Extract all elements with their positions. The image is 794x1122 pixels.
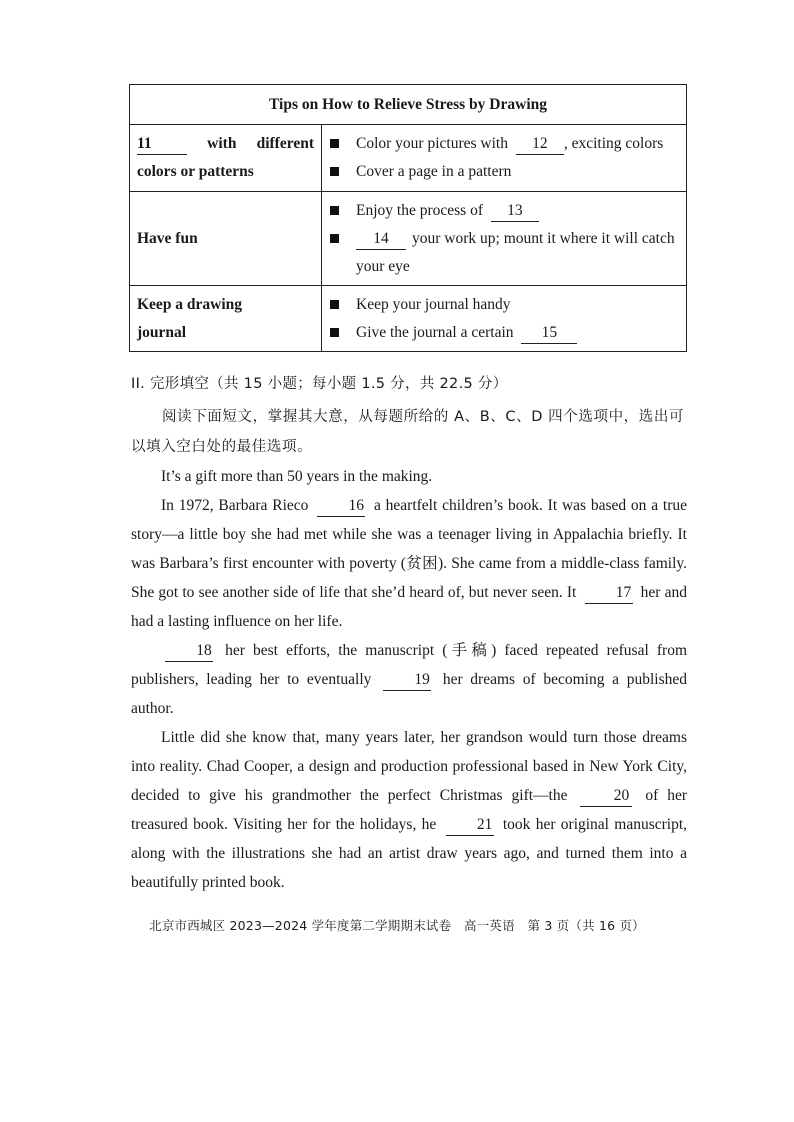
table-title: Tips on How to Relieve Stress by Drawing: [130, 85, 687, 125]
blank-15: 15: [521, 323, 577, 344]
square-bullet-icon: [330, 167, 339, 176]
row-tips: [322, 192, 687, 286]
passage-paragraph: It’s a gift more than 50 years in the making.: [161, 468, 433, 485]
bullet-item: Give the journal a certain 15: [330, 319, 678, 347]
passage-paragraph: Little did she know that, many years later, her grandson would turn those dreams into reality. Chad Cooper, a design and production professional based in New York City, decided to give his grandmother the perfect Christmas gift—the 20 of her treasured book. Visiting her for the holidays, he 21 took her original manuscript, along with the illustrations she had an artist draw years ago, and turned them into a beautifully printed book.: [131, 729, 688, 891]
square-bullet-icon: [330, 300, 339, 309]
bullet-item: 14 your work up; mount it where it will catch your eye: [330, 225, 678, 281]
row-tips: [322, 125, 687, 192]
page-footer: 北京市西城区 2023—2024 学年度第二学期期末试卷 高一英语 第 3 页（共 16 页）: [149, 918, 645, 933]
bullet-item: Enjoy the process of 13: [330, 197, 678, 225]
row-label: 11 with different colors or patterns: [130, 125, 322, 192]
blank-12: 12: [516, 134, 564, 155]
bullet-item: Keep your journal handy: [330, 291, 678, 319]
bullet-item: Cover a page in a pattern: [330, 158, 678, 186]
blank-17: 17: [585, 583, 633, 604]
blank-14: 14: [356, 229, 406, 250]
row-label: Have fun: [130, 192, 322, 286]
blank-13: 13: [491, 201, 539, 222]
table-row: [130, 125, 687, 192]
blank-16: 16: [317, 496, 365, 517]
blank-20: 20: [580, 786, 632, 807]
square-bullet-icon: [330, 139, 339, 148]
table-row: [130, 192, 687, 286]
square-bullet-icon: [330, 206, 339, 215]
square-bullet-icon: [330, 234, 339, 243]
blank-19: 19: [383, 670, 431, 691]
square-bullet-icon: [330, 328, 339, 337]
cloze-passage: [131, 462, 687, 897]
passage-paragraph: 18 her best efforts, the manuscript (手稿) faced repeated refusal from publishers, leading her to eventually 19 her dreams of becoming a published author.: [131, 642, 688, 717]
blank-11: 11: [137, 134, 187, 155]
tips-table: [129, 84, 687, 352]
bullet-item: Color your pictures with 12 , exciting colors: [330, 130, 678, 158]
blank-18: 18: [165, 641, 213, 662]
row-label: Keep a drawing journal: [130, 286, 322, 352]
section-instructions: 阅读下面短文，掌握其大意，从每题所给的 A、B、C、D 四个选项中，选出可以填入空白处的最佳选项。: [131, 409, 685, 455]
table-row: [130, 286, 687, 352]
row-tips: [322, 286, 687, 352]
section-heading: II. 完形填空（共 15 小题；每小题 1.5 分，共 22.5 分）: [131, 376, 508, 392]
blank-21: 21: [446, 815, 494, 836]
passage-paragraph: In 1972, Barbara Rieco 16 a heartfelt children’s book. It was based on a true story—a little boy she had met while she was a teenager living in Appalachia briefly. It was Barbara’s first encounter with poverty (贫困). She came from a middle-class family. She got to see another side of life that she’d heard of, but never seen. It 17 her and had a lasting influence on her life.: [131, 497, 687, 630]
